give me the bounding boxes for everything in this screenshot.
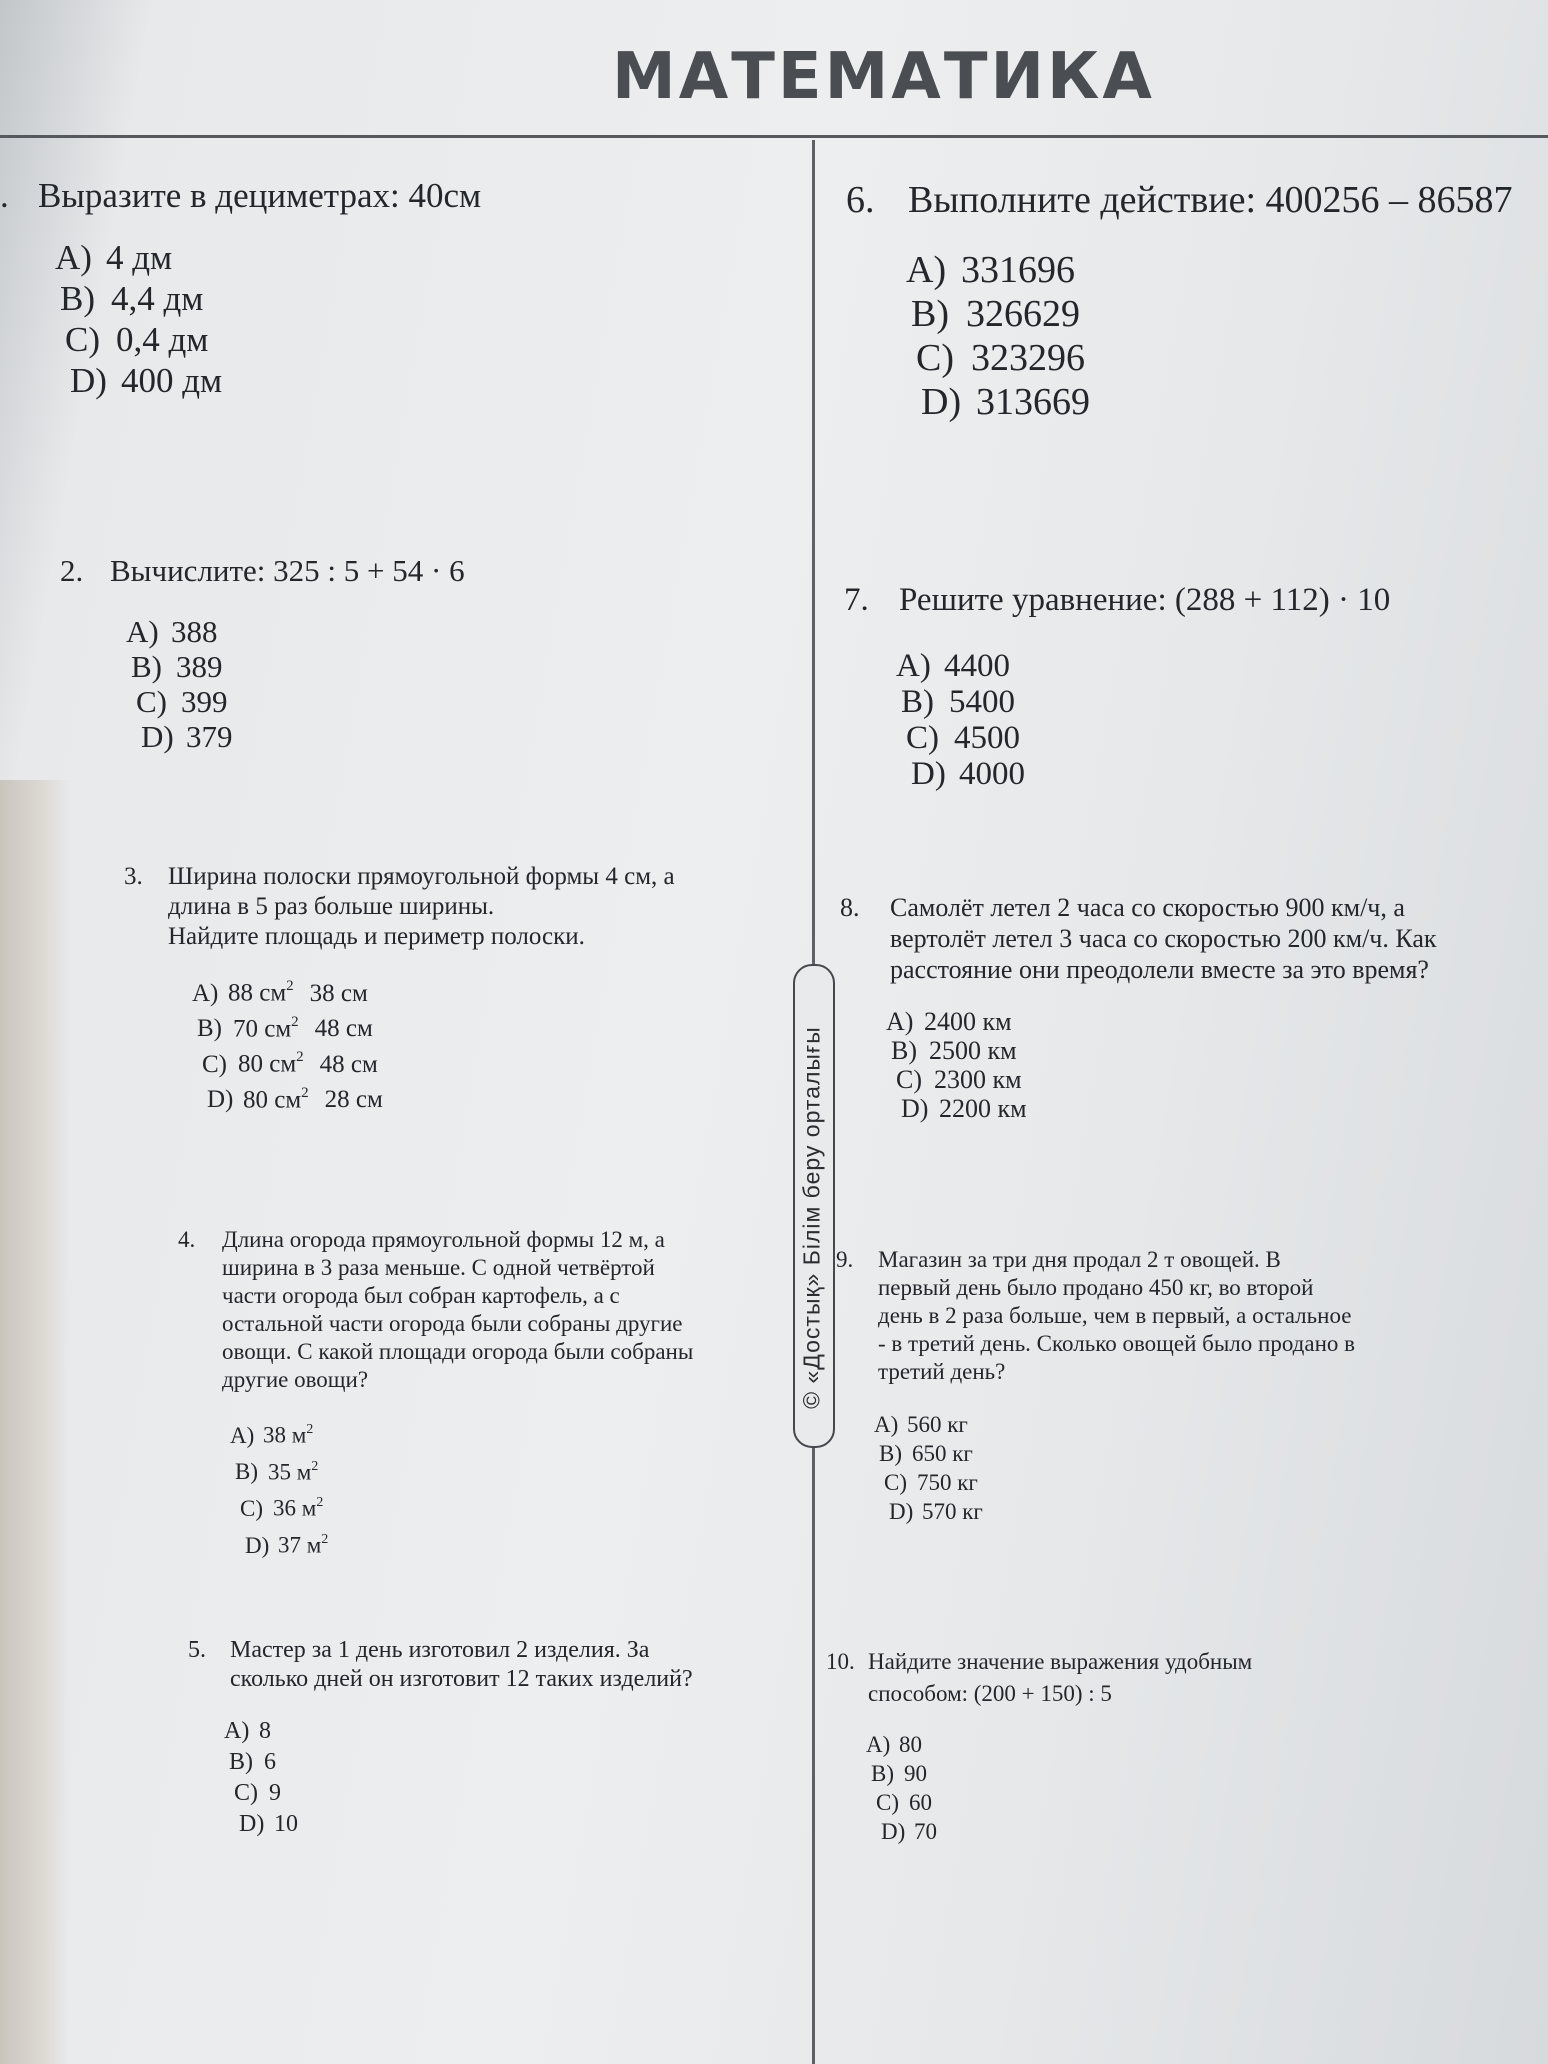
question-stem [826,1646,1252,1710]
answer-option-a[interactable] [224,1716,693,1747]
option-exponent: 2 [306,1421,314,1436]
option-value: 8 [259,1718,271,1744]
question-text [899,580,1390,620]
answer-option-c[interactable] [65,319,481,360]
option-letter: A) [230,1422,255,1448]
question-line: сколько дней он изготовит 12 таких изделий? [230,1666,693,1692]
answer-option-b[interactable] [235,1451,693,1488]
option-letter: D) [207,1086,234,1113]
question-number: 4. [178,1227,196,1252]
answer-options [192,972,675,1114]
question-line: Мастер за 1 день изготовил 2 изделия. За [230,1637,650,1663]
option-exponent: 2 [321,1530,329,1546]
question-stem [60,552,465,590]
question-line: Найдите значение выражения удобным [868,1649,1253,1674]
option-letter: A) [874,1412,899,1437]
option-letter: D) [141,719,174,754]
question-line: первый день было продано 450 кг, во второй [878,1275,1314,1300]
answer-option-d[interactable] [901,1094,1437,1123]
option-letter: B) [871,1761,894,1786]
answer-options [896,648,1390,792]
option-value: 80 см [243,1086,302,1113]
question-text [908,178,1513,222]
question-5 [188,1636,693,1840]
answer-option-a[interactable] [906,248,1513,292]
answer-option-a[interactable] [55,237,481,278]
option-letter: D) [911,756,946,792]
question-line: день в 2 раза больше, чем в первый, а остальное [878,1303,1352,1328]
question-line: Ширина полоски прямоугольной формы 4 см, а [168,863,675,890]
option-letter: D) [889,1499,914,1524]
answer-option-c[interactable] [876,1788,1252,1817]
option-letter: C) [906,720,939,756]
option-letter: D) [901,1094,929,1123]
question-stem [178,1226,693,1394]
option-perimeter: 28 см [324,1086,383,1113]
question-text [110,552,465,590]
question-9 [836,1246,1355,1526]
question-stem [0,175,481,217]
option-letter: B) [891,1036,917,1065]
answer-options [126,614,465,754]
answer-option-d[interactable] [245,1524,693,1561]
question-2 [60,552,465,754]
option-value: 4000 [959,756,1025,792]
option-value: 323296 [971,337,1085,379]
option-value: 4500 [954,720,1020,756]
question-line: Выразите в дециметрах: 40см [38,176,482,215]
answer-option-c[interactable] [240,1487,693,1524]
option-letter: C) [65,320,100,359]
option-letter: C) [884,1470,907,1495]
answer-option-b[interactable] [131,649,465,684]
option-letter: A) [55,238,92,277]
page-shadow [0,780,70,2064]
header-divider [0,135,1548,138]
option-letter: B) [879,1441,902,1466]
option-value: 9 [269,1780,281,1806]
question-7 [844,580,1390,792]
answer-option-d[interactable] [70,360,481,401]
option-value: 90 [904,1761,927,1786]
option-letter: D) [245,1532,270,1558]
question-line: ширина в 3 раза меньше. С одной четвёртой [222,1255,655,1280]
question-text [868,1646,1252,1710]
answer-option-a[interactable] [866,1730,1252,1759]
option-value: 6 [264,1749,276,1775]
question-number: 5. [188,1637,206,1663]
question-stem [840,892,1437,985]
option-letter: C) [916,337,954,379]
option-letter: D) [70,361,107,400]
answer-option-a[interactable] [230,1414,693,1451]
question-10 [826,1646,1252,1846]
option-value: 60 [909,1790,932,1815]
answer-option-d[interactable] [889,1497,1355,1526]
answer-options [866,1730,1252,1846]
question-number: 10. [826,1649,855,1674]
option-letter: C) [234,1780,258,1806]
option-letter: D) [921,381,962,423]
option-letter: C) [202,1050,227,1078]
option-letter: C) [136,684,167,719]
answer-option-c[interactable] [136,684,465,719]
question-line: вертолёт летел 3 часа со скоростью 200 км/ч. Как [890,924,1437,953]
answer-options [874,1410,1355,1526]
question-stem [836,1246,1355,1386]
answer-option-b[interactable] [229,1747,693,1778]
answer-option-a[interactable] [886,1007,1437,1036]
option-value: 35 м [268,1459,312,1485]
option-perimeter: 38 см [309,979,368,1007]
question-stem [124,862,675,952]
question-line: Самолёт летел 2 часа со скоростью 900 км/ч, а [890,893,1405,922]
answer-options [224,1716,693,1840]
page-title: МАТЕМАТИКА [612,40,1155,114]
answer-options [55,237,481,401]
option-exponent: 2 [301,1084,309,1101]
option-value: 38 м [263,1422,307,1448]
option-value: 80 см [238,1050,297,1078]
question-number: 2. [60,553,84,588]
answer-option-c[interactable] [234,1778,693,1809]
option-letter: A) [224,1718,250,1744]
option-value: 10 [274,1811,298,1837]
option-letter: D) [239,1811,265,1837]
answer-option-d[interactable] [911,756,1390,792]
answer-option-a[interactable] [896,648,1390,684]
answer-option-c[interactable] [906,720,1390,756]
answer-option-d[interactable] [239,1809,693,1840]
question-number: 8. [840,893,860,922]
option-value: 331696 [961,249,1075,291]
question-line: Магазин за три дня продал 2 т овощей. В [878,1247,1281,1272]
answer-option-b[interactable] [60,278,481,319]
question-6 [846,178,1513,424]
answer-option-b[interactable] [891,1036,1437,1065]
question-8 [840,892,1437,1123]
option-value: 37 м [278,1532,322,1558]
answer-option-b[interactable] [871,1759,1252,1788]
question-line: расстояние они преодолели вместе за это время? [890,955,1429,984]
option-value: 4,4 дм [111,279,204,318]
option-value: 88 см [228,979,287,1007]
option-letter: B) [197,1015,222,1042]
option-letter: C) [240,1495,263,1521]
option-value: 313669 [976,381,1090,423]
answer-option-a[interactable] [874,1410,1355,1439]
option-value: 36 м [273,1495,317,1521]
answer-options [906,248,1513,424]
option-value: 0,4 дм [116,320,209,359]
option-letter: B) [229,1749,253,1775]
option-perimeter: 48 см [319,1050,378,1078]
answer-option-c[interactable] [896,1065,1437,1094]
question-line: Найдите площадь и периметр полоски. [168,923,585,950]
option-letter: B) [235,1459,258,1485]
answer-option-b[interactable] [879,1439,1355,1468]
option-letter: B) [131,649,162,684]
option-value: 379 [186,719,233,754]
question-number: 6. [846,179,875,221]
option-exponent: 2 [311,1457,319,1473]
option-value: 4 дм [106,238,173,277]
question-text [230,1636,693,1694]
answer-option-d[interactable] [881,1817,1252,1846]
option-letter: C) [896,1065,922,1094]
question-3 [124,862,675,1114]
question-line: остальной части огорода были собраны другие [222,1311,683,1336]
option-letter: A) [886,1007,914,1036]
answer-option-c[interactable] [916,336,1513,380]
option-value: 560 кг [907,1412,968,1437]
question-line: другие овощи? [222,1367,369,1392]
option-value: 4400 [944,648,1010,684]
answer-option-b[interactable] [911,292,1513,336]
question-line: Вычислите: 325 : 5 + 54 · 6 [110,553,465,588]
option-value: 70 см [233,1015,292,1042]
question-number: 9. [836,1247,854,1272]
question-line: способом: (200 + 150) : 5 [868,1681,1112,1706]
option-value: 570 кг [922,1499,983,1524]
option-exponent: 2 [286,978,294,994]
option-perimeter: 48 см [314,1015,373,1042]
answer-options [230,1414,693,1561]
answer-option-b[interactable] [901,684,1390,720]
question-line: третий день? [878,1359,1006,1384]
question-stem [844,580,1390,620]
question-text [168,862,675,952]
option-letter: B) [911,293,949,335]
option-value: 2300 км [934,1065,1022,1094]
option-letter: A) [866,1732,891,1757]
option-letter: A) [126,614,159,649]
option-exponent: 2 [316,1494,324,1510]
question-line: части огорода был собран картофель, а с [222,1283,620,1308]
option-value: 70 [914,1819,937,1844]
question-text [890,892,1437,985]
option-letter: A) [906,249,947,291]
question-stem [188,1636,693,1694]
question-line: - в третий день. Сколько овощей было продано в [878,1331,1355,1356]
option-value: 5400 [949,684,1015,720]
question-line: длина в 5 раз больше ширины. [168,893,495,920]
option-value: 399 [181,684,228,719]
answer-option-d[interactable] [921,380,1513,424]
option-value: 326629 [966,293,1080,335]
answer-option-d[interactable] [207,1079,675,1115]
option-exponent: 2 [296,1049,304,1065]
option-value: 389 [176,649,223,684]
question-text [38,175,481,217]
answer-option-a[interactable] [192,972,675,1008]
answer-option-d[interactable] [141,719,465,754]
option-exponent: 2 [291,1013,299,1030]
question-4 [178,1226,693,1561]
option-letter: C) [876,1790,899,1815]
question-1 [0,175,481,401]
answer-option-c[interactable] [202,1043,675,1079]
question-line: Выполните действие: 400256 – 86587 [908,179,1513,221]
option-letter: B) [60,279,95,318]
option-value: 2400 км [924,1007,1012,1036]
watermark-text: © «Достық» Білім беру орталығы [798,1026,825,1409]
question-text [878,1246,1355,1386]
answer-option-a[interactable] [126,614,465,649]
option-letter: A) [896,648,931,684]
option-value: 2200 км [939,1094,1027,1123]
answer-option-b[interactable] [197,1008,675,1044]
option-letter: A) [192,979,219,1007]
option-value: 388 [171,614,218,649]
option-letter: D) [881,1819,906,1844]
option-letter: B) [901,684,934,720]
answer-options [886,1007,1437,1123]
question-stem [846,178,1513,222]
answer-option-c[interactable] [884,1468,1355,1497]
option-value: 80 [899,1732,922,1757]
question-number: 7. [844,582,869,618]
option-value: 750 кг [917,1470,978,1495]
question-line: овощи. С какой площади огорода были собраны [222,1339,694,1364]
question-text [222,1226,693,1394]
option-value: 400 дм [121,361,223,400]
question-number: 3. [124,863,143,890]
option-value: 650 кг [912,1441,973,1466]
question-line: Решите уравнение: (288 + 112) · 10 [899,582,1391,618]
question-line: Длина огорода прямоугольной формы 12 м, а [222,1227,665,1252]
question-number: . [0,176,9,215]
option-value: 2500 км [929,1036,1017,1065]
